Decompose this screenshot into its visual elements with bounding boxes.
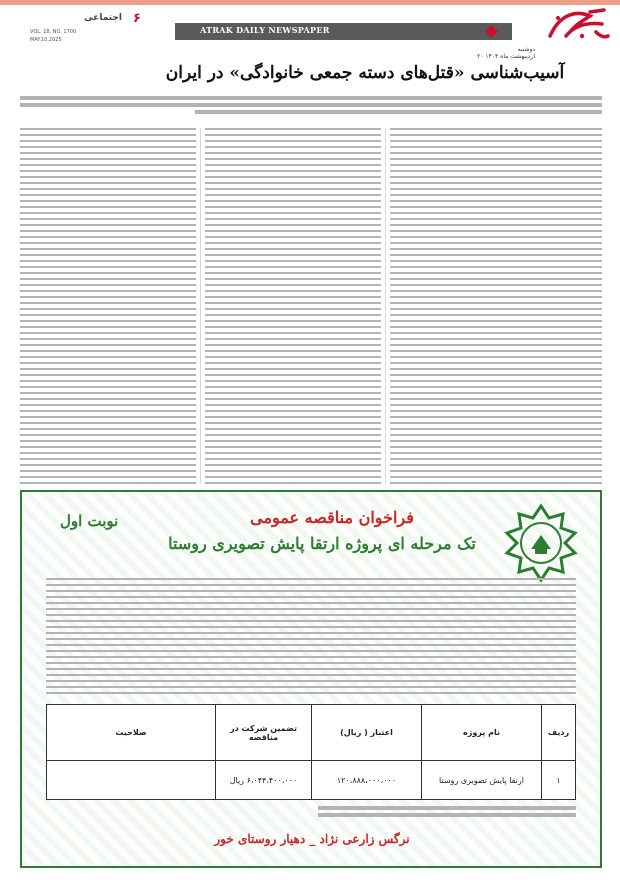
table-header-cell: صلاحیت <box>47 705 216 761</box>
text-placeholder <box>20 128 196 484</box>
table-cell: ۶،۰۴۴،۴۰۰،۰۰۰ ریال <box>216 761 312 800</box>
text-placeholder-line <box>20 96 602 100</box>
notice-body-placeholder <box>46 578 576 696</box>
text-placeholder-line <box>195 110 602 114</box>
column-divider <box>200 128 201 484</box>
article-headline: آسیب‌شناسی «قتل‌های دسته جمعی خانوادگی» در ایران <box>165 63 565 83</box>
notice-round: نوبت اول <box>60 512 119 530</box>
date-line: ۲۰ اردیبهشت ماه ۱۴۰۴ <box>477 53 535 60</box>
village-council-emblem <box>500 502 582 584</box>
article-column-2 <box>205 128 381 484</box>
text-placeholder-line <box>318 806 576 810</box>
issue-date: MAY.10.2025 <box>30 37 62 43</box>
atrak-logo <box>546 6 610 44</box>
table-row <box>47 761 576 800</box>
column-divider <box>385 128 386 484</box>
article-column-3 <box>20 128 196 484</box>
table-header-cell: تضمین شرکت در مناقصه <box>216 705 312 761</box>
notice-signer: نرگس زارعی نژاد _ دهیار روستای خور <box>214 832 410 846</box>
top-color-rule <box>0 0 620 5</box>
table-cell: ۱۲۰،۸۸۸،۰۰۰،۰۰۰ <box>312 761 422 800</box>
weekday: دوشنبه <box>517 46 535 53</box>
table-header-cell: اعتبار ( ریال) <box>312 705 422 761</box>
text-placeholder <box>46 578 576 696</box>
header-date <box>410 46 535 60</box>
page-number: ۶ <box>133 11 141 26</box>
text-placeholder <box>390 128 602 484</box>
table-cell <box>47 761 216 800</box>
section-label: اجتماعی <box>84 13 122 23</box>
article-column-1 <box>390 128 602 484</box>
text-placeholder-line <box>20 103 602 107</box>
table-header-cell: ردیف <box>542 705 576 761</box>
table-cell: ارتقا پایش تصویری روستا <box>422 761 542 800</box>
notice-title: فراخوان مناقصه عمومی <box>250 508 414 527</box>
tender-table <box>46 704 576 800</box>
text-placeholder <box>205 128 381 484</box>
notice-footnotes-placeholder <box>318 806 576 822</box>
issue-number: VOL. 18, NO. 1700 <box>30 29 77 35</box>
text-placeholder-line <box>318 813 576 817</box>
tender-notice <box>20 490 602 868</box>
article-lead-placeholder <box>20 96 602 122</box>
masthead-title: ATRAK DAILY NEWSPAPER <box>200 25 330 35</box>
table-header-cell: نام پروژه <box>422 705 542 761</box>
notice-subtitle: تک مرحله ای پروژه ارتقا پایش تصویری روستا <box>168 534 476 553</box>
table-cell: ۱ <box>542 761 576 800</box>
table-header-row <box>47 705 576 761</box>
